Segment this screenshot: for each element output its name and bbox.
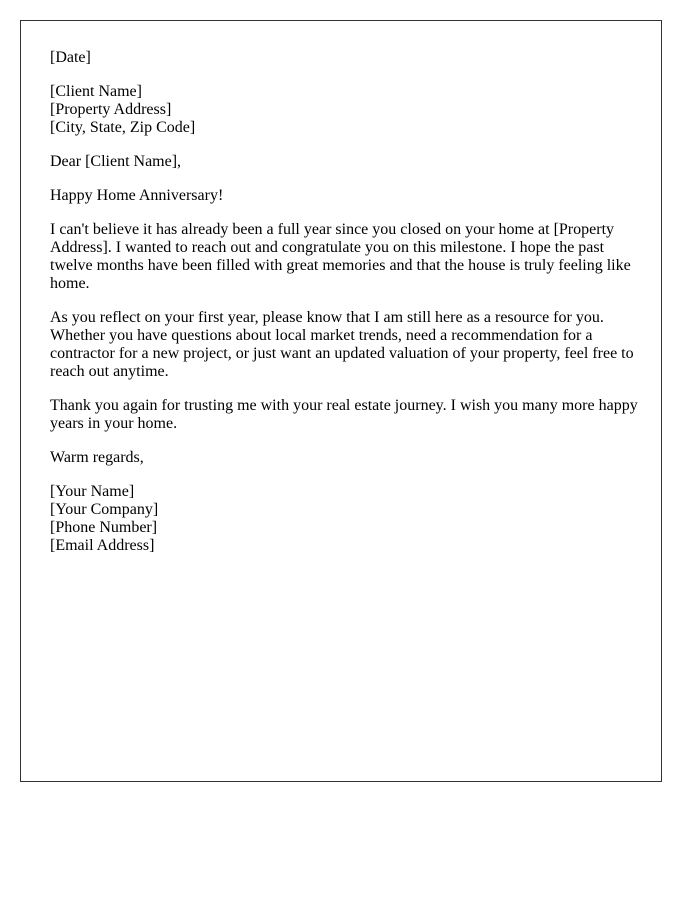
letter-page (20, 20, 662, 782)
signature-name: [Your Name] (50, 483, 135, 500)
paragraph-resource: As you reflect on your first year, please know that I am still here as a resource for you. Whether you have questions about local market trends, need a recommendation for a contractor for a new project, or just want an updated valuation of your property, feel free to reach out anytime. (50, 309, 634, 380)
salutation: Dear [Client Name], (50, 153, 182, 170)
paragraph-anniversary: I can't believe it has already been a full year since you closed on your home at [Property Address]. I wanted to reach out and congratulate you on this milestone. I hope the past twelve months have been filled with great memories and that the house is truly feeling like home. (50, 221, 631, 292)
signature-block (50, 483, 640, 555)
closing: Warm regards, (50, 449, 144, 466)
paragraph-thanks: Thank you again for trusting me with your real estate journey. I wish you many more happy years in your home. (50, 397, 638, 432)
recipient-address: [Property Address] (50, 101, 172, 118)
recipient-name: [Client Name] (50, 83, 142, 100)
recipient-block (50, 83, 640, 137)
letter-body (50, 49, 640, 571)
signature-company: [Your Company] (50, 501, 159, 518)
greeting: Happy Home Anniversary! (50, 187, 224, 204)
letter-date: [Date] (50, 49, 91, 66)
recipient-city-state-zip: [City, State, Zip Code] (50, 119, 196, 136)
signature-email: [Email Address] (50, 537, 155, 554)
signature-phone: [Phone Number] (50, 519, 158, 536)
